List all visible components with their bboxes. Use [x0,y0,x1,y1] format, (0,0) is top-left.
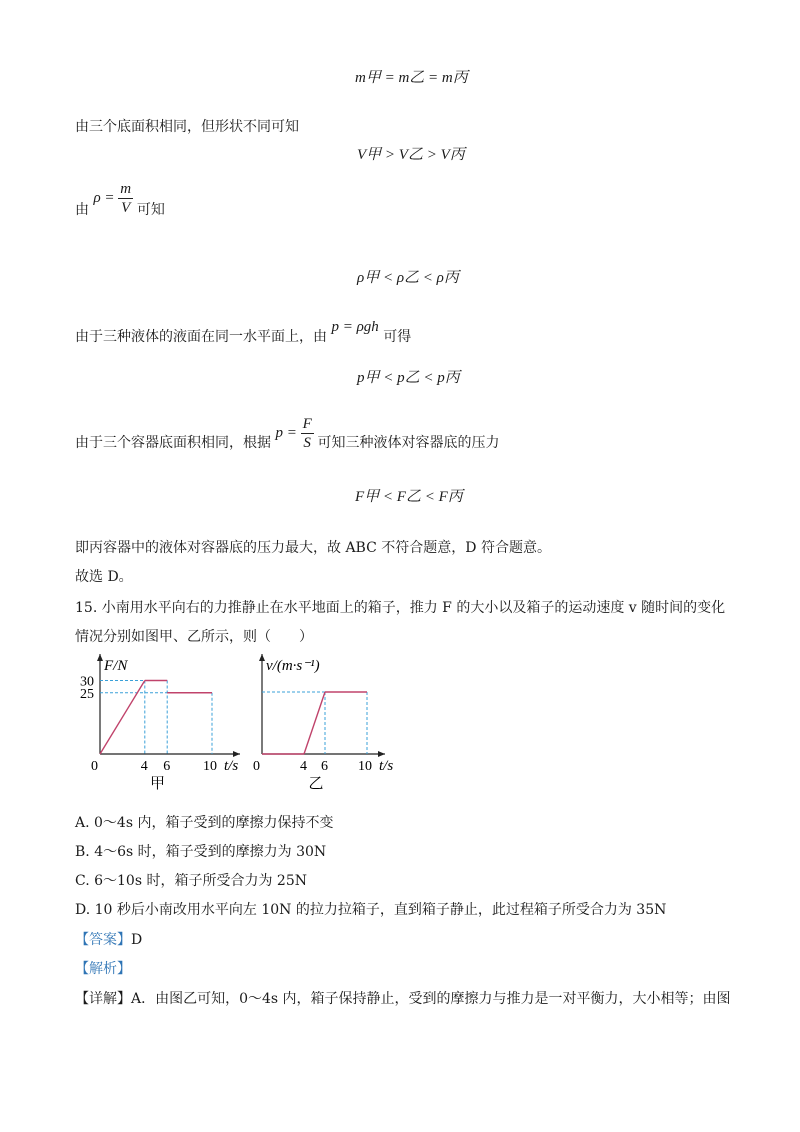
figure-caption: 甲 [150,776,166,792]
option-a: A. 0～4s 内，箱子受到的摩擦力保持不变 [75,815,334,831]
x-tick-label: 4 [140,759,148,774]
data-segment-2 [304,692,325,754]
option-c: C. 6～10s 时，箱子所受合力为 25N [75,873,307,889]
text-choose-d: 故选 D。 [75,569,133,585]
x-tick-label: 6 [321,759,328,774]
text-liquid-level-prefix: 由于三种液体的液面在同一水平面上，由 [75,329,327,345]
figure-caption: 乙 [308,776,324,792]
x-axis-label: t/s [224,758,239,774]
text-conclusion: 即丙容器中的液体对容器底的压力最大，故 ABC 不符合题意，D 符合题意。 [75,540,551,556]
text-pressure-formula-line [75,416,500,462]
pressure-lhs: p = [275,424,297,441]
x-tick-label: 10 [203,759,217,774]
equation-density-order: ρ甲 < ρ乙 < ρ丙 [357,270,459,286]
data-segment-1 [100,681,145,755]
density-numerator: m [120,181,132,197]
pressure-fraction [301,415,314,452]
detail-text: A．由图乙可知，0～4s 内，箱子保持静止，受到的摩擦力与推力是一对平衡力，大小相等；由图 [131,991,731,1007]
pressure-formula: p = ρgh [331,319,379,335]
density-fraction [118,180,133,217]
x-tick-label: 10 [358,759,372,774]
option-d: D. 10 秒后小南改用水平向左 10N 的拉力拉箱子，直到箱子静止，此过程箱子所受合力为 35N [75,902,667,918]
origin-label: 0 [91,759,98,774]
answer-label: 【答案】 [75,932,131,948]
equation-force-order: F甲 < F乙 < F丙 [355,489,463,505]
detail-line [75,988,731,1008]
answer-line [75,929,142,949]
density-denominator: V [121,200,131,216]
y-axis-arrow [97,654,103,661]
y-tick-label: 25 [80,686,94,702]
y-tick-label: 30 [80,674,94,690]
text-area-suffix: 可知三种液体对容器底的压力 [317,434,500,451]
text-density-formula-line [75,181,165,229]
pressure-numerator: F [302,416,312,432]
density-lhs: ρ = [93,189,115,206]
question-15-line-1: 15. 小南用水平向右的力推静止在水平地面上的箱子，推力 F 的大小以及箱子的运动速度 v 随时间的变化 [75,600,726,616]
detail-label: 【详解】 [75,991,131,1007]
text-density-suffix: 可知 [136,201,165,218]
answer-value: D [131,932,143,948]
x-axis-arrow [378,751,385,757]
x-tick-label: 4 [300,759,307,774]
y-axis-label: F/N [104,658,128,674]
x-tick-label: 6 [163,759,171,774]
text-density-prefix: 由 [75,201,89,218]
equation-volume-order: V甲 > V乙 > V丙 [357,147,465,163]
chart-jia [80,654,240,792]
x-axis-label: t/s [379,758,394,774]
text-liquid-level-line [75,319,412,346]
text-area-prefix: 由于三个容器底面积相同，根据 [75,434,271,451]
option-b: B. 4～6s 时，箱子受到的摩擦力为 30N [75,844,327,860]
figure-area [0,650,800,800]
origin-label: 0 [253,759,260,774]
text-base-area: 由三个底面积相同，但形状不同可知 [75,119,299,135]
question-15-line-2: 情况分别如图甲、乙所示，则（ ） [75,629,313,645]
text-liquid-level-suffix: 可得 [383,329,412,345]
chart-yi [253,654,393,792]
pressure-denominator: S [303,435,311,451]
analysis-label: 【解析】 [75,961,131,977]
y-axis-label: v/(m·s⁻¹) [266,658,320,674]
x-axis-arrow [233,751,240,757]
equation-mass-equal: m甲 = m乙 = m丙 [355,70,468,86]
y-axis-arrow [259,654,265,661]
equation-pressure-order: p甲 < p乙 < p丙 [357,370,460,386]
